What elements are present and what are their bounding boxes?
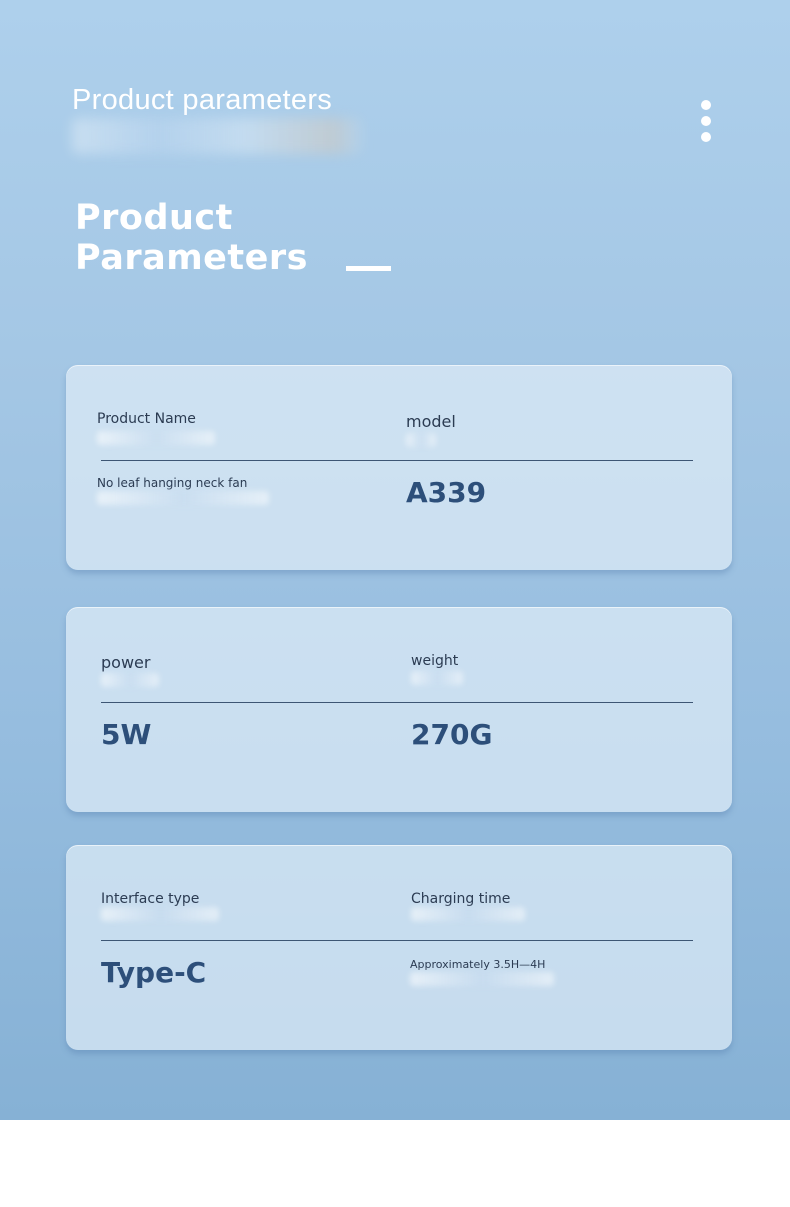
- interface-type-label: Interface type: [101, 891, 200, 907]
- power-value: 5W: [101, 718, 152, 751]
- param-card-power-weight: [66, 607, 732, 812]
- charging-time-value: Approximately 3.5H—4H: [410, 958, 546, 971]
- card-divider: [101, 940, 693, 941]
- header-title: Product parameters: [72, 84, 333, 116]
- product-name-value-blur: [97, 491, 269, 505]
- power-label: power: [101, 653, 151, 672]
- card-divider: [101, 702, 693, 703]
- power-label-blur: [101, 673, 159, 687]
- param-card-interface-charging: [66, 845, 732, 1050]
- charging-time-label: Charging time: [411, 891, 511, 907]
- interface-type-label-blur: [101, 907, 219, 921]
- menu-dot: [701, 132, 711, 142]
- product-name-label-blur: [97, 431, 215, 445]
- more-vertical-icon[interactable]: [699, 100, 713, 142]
- charging-time-label-blur: [411, 907, 525, 921]
- section-title-line2: Parameters: [75, 238, 308, 278]
- section-title-line1: Product: [75, 198, 233, 238]
- menu-dot: [701, 100, 711, 110]
- menu-dot: [701, 116, 711, 126]
- weight-value: 270G: [411, 718, 493, 751]
- param-card-name-model: [66, 365, 732, 570]
- header-subtitle-blur: [72, 118, 362, 154]
- interface-type-value: Type-C: [101, 956, 207, 989]
- card-divider: [101, 460, 693, 461]
- model-value: A339: [406, 476, 487, 509]
- weight-label: weight: [411, 653, 459, 669]
- model-label-blur: [406, 433, 436, 447]
- title-accent-dash: [346, 266, 391, 271]
- section-title: [75, 198, 308, 278]
- product-name-label: Product Name: [97, 411, 196, 427]
- model-label: model: [406, 412, 456, 431]
- product-name-value: No leaf hanging neck fan: [97, 476, 248, 490]
- weight-label-blur: [411, 671, 463, 685]
- charging-time-value-blur: [410, 972, 554, 986]
